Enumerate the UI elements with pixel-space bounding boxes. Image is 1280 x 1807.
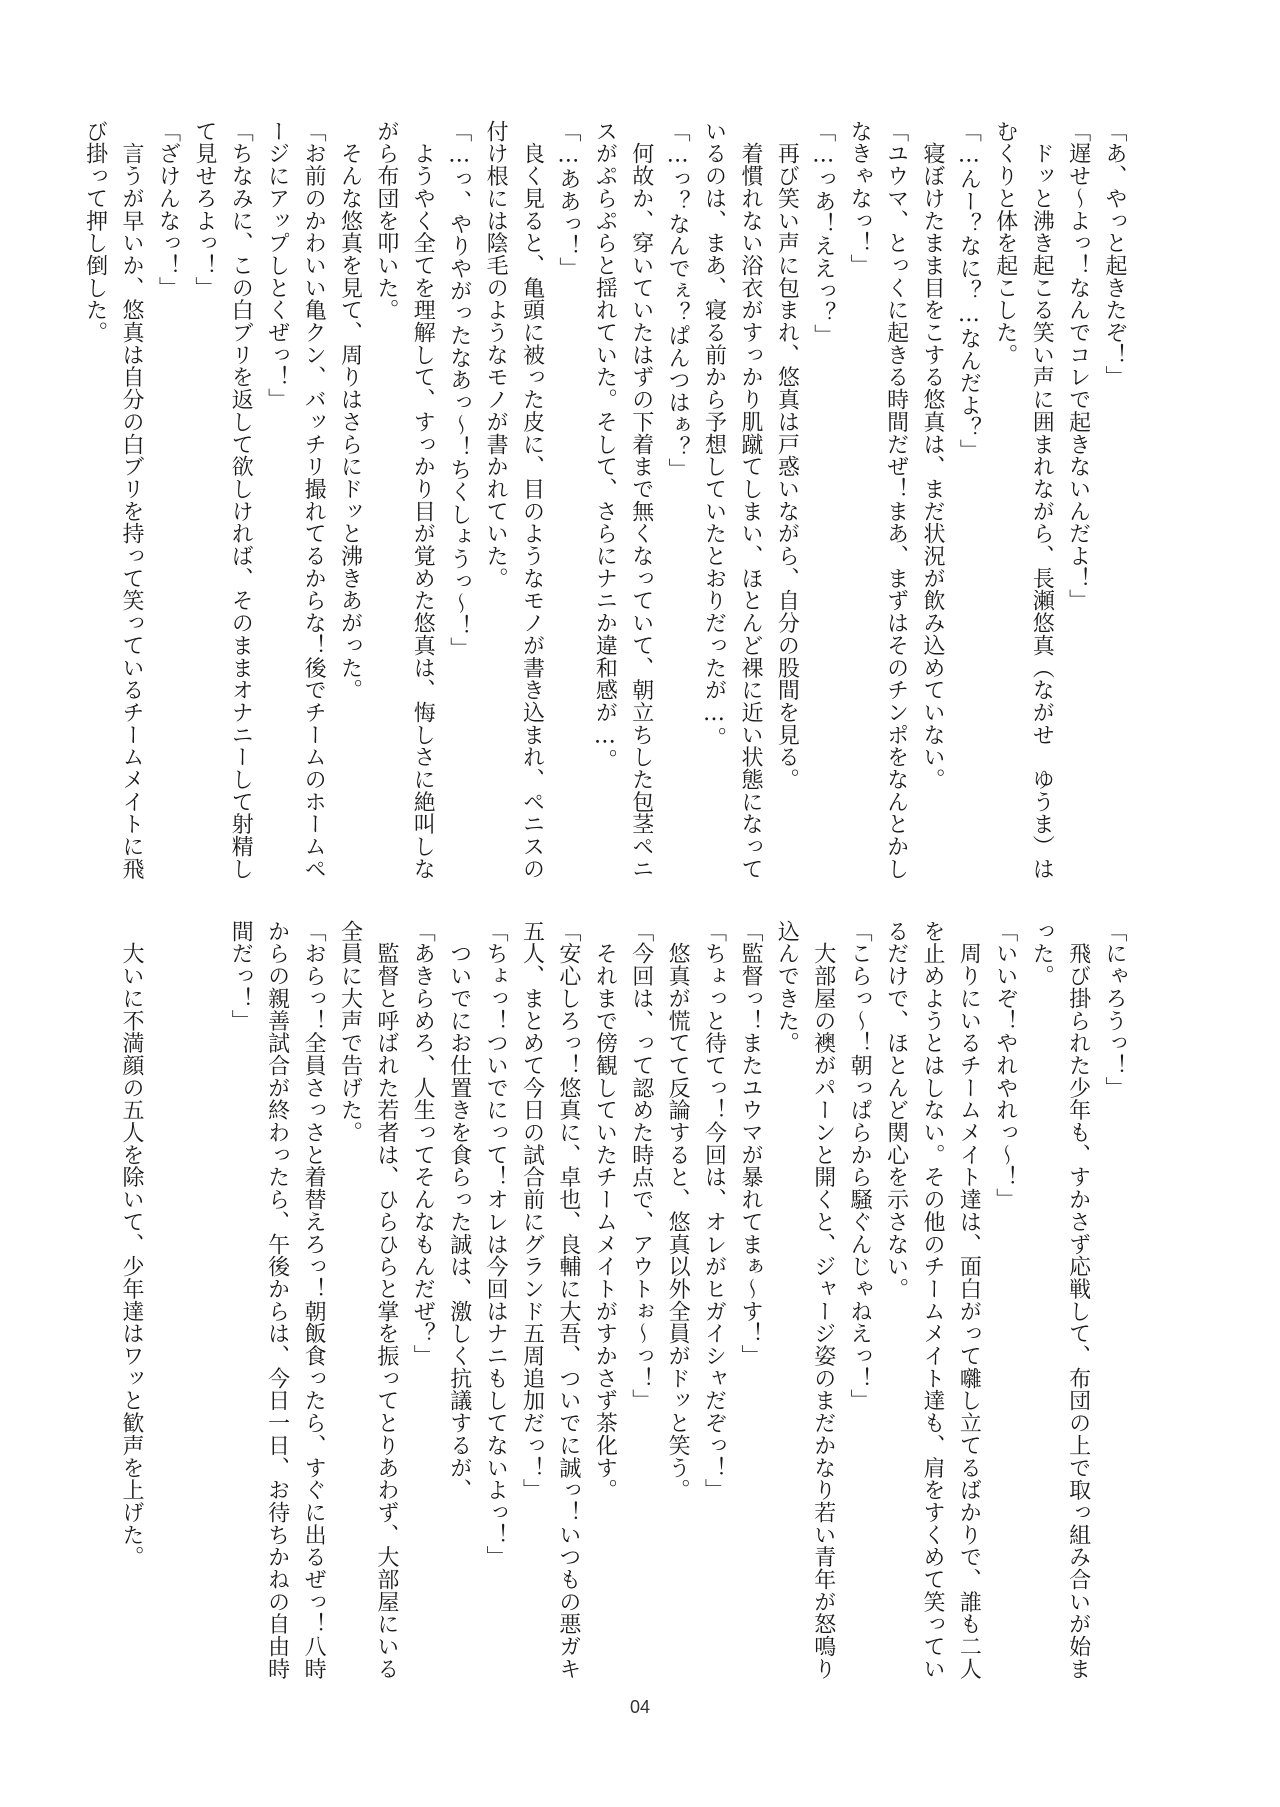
text-line: 「遅せ〜よっ！なんでコレで起きないんだよ！」 (1065, 120, 1091, 612)
text-line: 大部屋の襖がパーンと開くと、ジャージ姿のまだかなり若い青年が怒鳴り (810, 920, 836, 1680)
text-line: 大いに不満顔の五人を除いて、少年達はワッと歓声を上げた。 (119, 920, 145, 1569)
text-line: 悠真が慌てて反論すると、悠真以外全員がドッと笑う。 (665, 920, 691, 1502)
text-line: いるのは、まあ、寝る前から予想していたとおりだったが…。 (701, 120, 727, 749)
text-line: 「…ああっ！」 (555, 120, 581, 280)
text-line: 何故か、穿いていたはずの下着まで無くなっていて、朝立ちした包茎ペニ (628, 120, 654, 880)
text-line: 周りにいるチームメイト達は、面白がって囃し立てるばかりで、誰も二人 (956, 920, 982, 1680)
text-line: ージにアップしとくぜっ！」 (264, 120, 290, 411)
text-line: 間だっ！」 (228, 920, 254, 1032)
text-line: った。 (1029, 920, 1055, 988)
text-line: がら布団を叩いた。 (373, 120, 399, 322)
text-line: からの親善試合が終わったら、午後からは、今日一日、お待ちかねの自由時 (264, 920, 290, 1680)
text-line: 「あ、やっと起きたぞ！」 (1102, 120, 1127, 389)
text-line: ついでにお仕置きを食らった誠は、激しく抗議するが、 (446, 920, 472, 1502)
text-line: るだけで、ほとんど関心を示さない。 (883, 920, 909, 1300)
text-line: 「お前のかわいい亀クン、バッチリ撮れてるからな！後でチームのホームペ (301, 120, 327, 880)
text-line: 「ユウマ、とっくに起きる時間だぜ！まあ、まずはそのチンポをなんとかし (883, 120, 909, 880)
text-line: 「あきらめろ、人生ってそんなもんだぜ？」 (410, 920, 436, 1367)
text-line: 飛び掛られた少年も、すかさず応戦して、布団の上で取っ組み合いが始ま (1065, 920, 1091, 1680)
text-line: 良く見ると、亀頭に被った皮に、目のようなモノが書き込まれ、ペニスの (519, 120, 545, 880)
text-line: 着慣れない浴衣がすっかり肌蹴てしまい、ほとんど裸に近い状態になって (737, 120, 763, 880)
text-line: 「…っ？なんでぇ？ぱんつはぁ？」 (665, 120, 691, 481)
page-number: 04 (629, 1697, 651, 1717)
text-line: 「…っあ！ええっ？」 (810, 120, 836, 347)
text-line: 五人、まとめて今日の試合前にグランド五周追加だっ！」 (519, 920, 545, 1502)
text-line: び掛って押し倒した。 (82, 120, 108, 344)
text-block-upper (82, 120, 1132, 880)
text-line: 「こらっ〜！朝っぱらから騒ぐんじゃねえっ！」 (847, 920, 873, 1412)
text-line: 「…っ、やりやがったなあっ〜！ちくしょうっ〜！」 (446, 120, 472, 660)
text-line: 「ちょっと待てっ！今回は、オレがヒガイシャだぞっ！」 (701, 920, 727, 1502)
text-line: 言うが早いか、悠真は自分の白ブリを持って笑っているチームメイトに飛 (119, 120, 145, 880)
text-line: スがぷらぷらと揺れていた。そして、さらにナニか違和感が…。 (592, 120, 618, 772)
text-line: 「いいぞ！やれやれっ〜！」 (992, 920, 1018, 1211)
text-line: 再び笑い声に包まれ、悠真は戸惑いながら、自分の股間を見る。 (774, 120, 800, 791)
text-line: 「安心しろっ！悠真に、卓也、良輔に大吾、ついでに誠っ！いつもの悪ガキ (555, 920, 581, 1680)
text-line (149, 920, 185, 1620)
text-line: 監督と呼ばれた若者は、ひらひらと掌を振ってとりあわず、大部屋にいる (373, 920, 399, 1680)
text-line: 「ざけんなっ！」 (155, 120, 181, 299)
text-line: 全員に大声で告げた。 (337, 920, 363, 1144)
text-line: て見せろよっ！」 (191, 120, 217, 299)
text-line: むくりと体を起こした。 (992, 120, 1018, 366)
text-line (185, 920, 221, 1620)
text-line: 「ちょっ！ついでにって！オレは今回はナニもしてないよっ！」 (483, 920, 509, 1569)
text-line: それまで傍観していたチームメイトがすかさず茶化す。 (592, 920, 618, 1502)
text-line: 「にゃろうっ！」 (1102, 920, 1127, 1099)
text-block-lower (119, 920, 1132, 1680)
text-line: 「おらっ！全員さっさと着替えろっ！朝飯食ったら、すぐに出るぜっ！八時 (301, 920, 327, 1680)
text-line: ドッと沸き起こる笑い声に囲まれながら、長瀬悠真（ながせ ゆうま）は (1029, 120, 1055, 880)
text-line: 「監督っ！またユウマが暴れてまぁ〜す！」 (737, 920, 763, 1367)
text-line: 「ちなみに、この白ブリを返して欲しければ、そのままオナニーして射精し (228, 120, 254, 880)
text-line: 込んできた。 (774, 920, 800, 1055)
text-line: 「…んー？なに？…なんだよ？」 (956, 120, 982, 462)
text-line: 「今回は、って認めた時点で、アウトぉ〜っ！」 (628, 920, 654, 1412)
text-line: そんな悠真を見て、周りはさらにドッと沸きあがった。 (337, 120, 363, 702)
text-line: 寝ぼけたまま目をこする悠真は、まだ状況が飲み込めていない。 (919, 120, 945, 791)
text-line: 付け根には陰毛のようなモノが書かれていた。 (483, 120, 509, 590)
text-line: ようやく全てを理解して、すっかり目が覚めた悠真は、悔しさに絶叫しな (410, 120, 436, 880)
text-line: なきゃなっ！」 (847, 120, 873, 277)
text-line: を止めようとはしない。その他のチームメイト達も、肩をすくめて笑ってい (919, 920, 945, 1680)
